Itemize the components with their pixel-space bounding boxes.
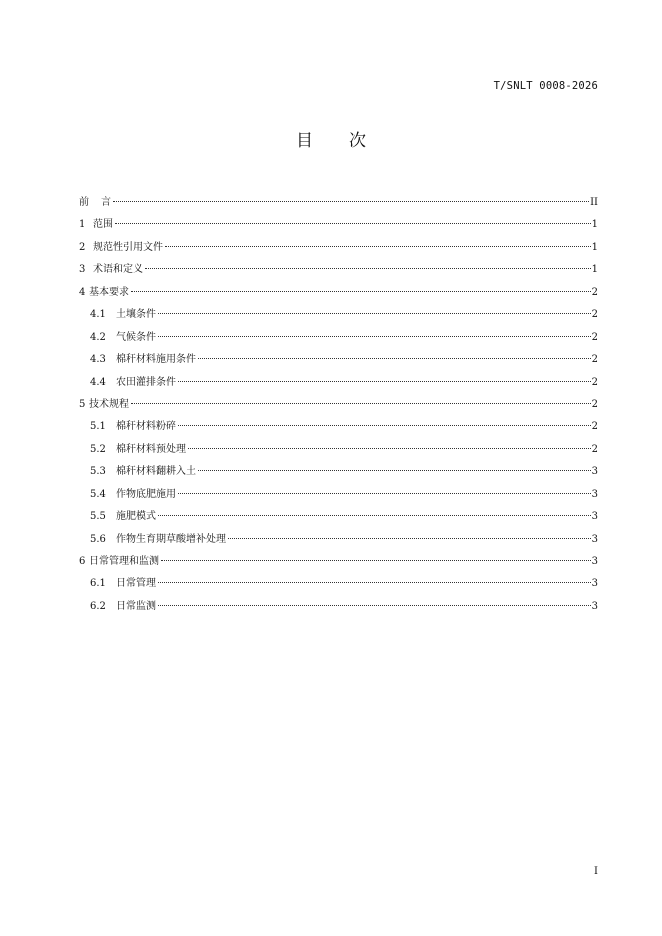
dot-leader — [188, 448, 591, 449]
toc-entry-title: 规范性引用文件 — [93, 241, 163, 253]
dot-leader — [228, 538, 591, 539]
title-char-1: 目 — [296, 131, 313, 151]
toc-entry-title: 棉秆材料翻耕入土 — [116, 466, 196, 478]
toc-entry-5-1[interactable] — [79, 416, 598, 438]
toc-entry-page: II — [590, 197, 598, 208]
toc-entry-page: 3 — [591, 488, 598, 500]
toc-entry-5-2[interactable] — [79, 439, 598, 461]
toc-entry-number: 4 — [79, 286, 86, 298]
toc-entry-title: 范围 — [93, 219, 113, 231]
dot-leader — [158, 605, 591, 606]
toc-entry-number: 2 — [79, 241, 86, 253]
toc-entry-2[interactable] — [79, 237, 598, 259]
toc-entry-number: 5.2 — [90, 443, 106, 455]
toc-entry-title: 作物生育期草酸增补处理 — [116, 533, 226, 545]
dot-leader — [161, 560, 591, 561]
toc-entry-title: 日常管理和监测 — [89, 556, 159, 567]
toc-entry-title: 棉秆材料预处理 — [116, 443, 186, 455]
dot-leader — [158, 582, 591, 583]
toc-entry-5[interactable] — [79, 394, 598, 416]
toc-entry-title: 日常管理 — [116, 578, 156, 590]
dot-leader — [178, 381, 591, 382]
toc-entry-number: 5.3 — [90, 466, 106, 478]
toc-entry-page: 3 — [591, 466, 598, 478]
dot-leader — [158, 313, 591, 314]
toc-entry-title: 施肥模式 — [116, 511, 156, 523]
dot-leader — [145, 268, 591, 269]
toc-entry-number: 5.6 — [90, 533, 106, 545]
toc-entry-page: 1 — [591, 219, 598, 231]
toc-entry-page: 1 — [591, 264, 598, 276]
toc-entry-page: 2 — [591, 286, 598, 298]
toc-entry-page: 2 — [591, 331, 598, 343]
toc-entry-foreword[interactable] — [79, 192, 598, 214]
dot-leader — [178, 425, 591, 426]
toc-entry-number: 5.4 — [90, 488, 106, 500]
dot-leader — [113, 201, 589, 202]
toc-entry-number: 5.5 — [90, 511, 106, 523]
dot-leader — [131, 291, 591, 292]
toc-entry-4-3[interactable] — [79, 349, 598, 371]
table-of-contents — [79, 192, 598, 618]
dot-leader — [115, 223, 591, 224]
toc-entry-number: 6.2 — [90, 600, 106, 612]
toc-entry-number: 1 — [79, 219, 86, 231]
toc-entry-title: 术语和定义 — [93, 264, 143, 276]
toc-entry-number: 5 — [79, 398, 86, 410]
toc-entry-title — [79, 192, 111, 214]
toc-entry-page: 3 — [591, 578, 598, 590]
toc-entry-page: 3 — [591, 556, 598, 567]
toc-entry-4-4[interactable] — [79, 372, 598, 394]
toc-entry-title: 农田灌排条件 — [116, 376, 176, 388]
toc-entry-title: 土壤条件 — [116, 309, 156, 321]
toc-entry-title: 棉秆材料粉碎 — [116, 421, 176, 433]
toc-foreword-char-2: 言 — [101, 197, 111, 208]
toc-entry-title: 基本要求 — [89, 286, 129, 298]
toc-foreword-char-1: 前 — [79, 197, 89, 208]
toc-entry-page: 2 — [591, 354, 598, 366]
toc-entry-title: 棉秆材料施用条件 — [116, 354, 196, 366]
dot-leader — [198, 470, 591, 471]
dot-leader — [165, 246, 591, 247]
title-char-2: 次 — [349, 131, 366, 151]
document-code: T/SNLT 0008-2026 — [493, 80, 598, 92]
page-number: I — [594, 866, 598, 877]
dot-leader — [158, 515, 591, 516]
dot-leader — [131, 403, 591, 404]
toc-entry-page: 2 — [591, 421, 598, 433]
toc-entry-4[interactable] — [79, 282, 598, 304]
toc-entry-number: 6.1 — [90, 578, 106, 590]
toc-entry-page: 2 — [591, 309, 598, 321]
toc-entry-page: 2 — [591, 443, 598, 455]
toc-entry-title: 技术规程 — [89, 398, 129, 410]
toc-entry-number: 4.3 — [90, 354, 106, 366]
toc-entry-page: 1 — [591, 241, 598, 253]
dot-leader — [178, 493, 591, 494]
toc-entry-1[interactable] — [79, 214, 598, 236]
toc-entry-page: 3 — [591, 600, 598, 612]
toc-entry-5-6[interactable] — [79, 529, 598, 551]
toc-entry-title: 日常监测 — [116, 600, 156, 612]
toc-entry-page: 2 — [591, 398, 598, 410]
toc-entry-3[interactable] — [79, 259, 598, 281]
toc-entry-number: 6 — [79, 556, 86, 567]
toc-entry-6[interactable] — [79, 551, 598, 573]
toc-entry-5-5[interactable] — [79, 506, 598, 528]
dot-leader — [198, 358, 591, 359]
toc-entry-6-2[interactable] — [79, 596, 598, 618]
toc-entry-number: 4.4 — [90, 376, 106, 388]
toc-entry-6-1[interactable] — [79, 573, 598, 595]
toc-entry-5-3[interactable] — [79, 461, 598, 483]
dot-leader — [158, 336, 591, 337]
toc-entry-number: 4.1 — [90, 309, 106, 321]
toc-entry-number: 3 — [79, 264, 86, 276]
toc-entry-page: 3 — [591, 533, 598, 545]
toc-entry-number: 5.1 — [90, 421, 106, 433]
toc-entry-4-1[interactable] — [79, 304, 598, 326]
toc-entry-title: 气候条件 — [116, 331, 156, 343]
toc-entry-page: 3 — [591, 511, 598, 523]
toc-entry-4-2[interactable] — [79, 327, 598, 349]
toc-entry-number: 4.2 — [90, 331, 106, 343]
toc-entry-title: 作物底肥施用 — [116, 488, 176, 500]
page-title — [0, 126, 662, 151]
toc-entry-5-4[interactable] — [79, 484, 598, 506]
toc-entry-page: 2 — [591, 376, 598, 388]
